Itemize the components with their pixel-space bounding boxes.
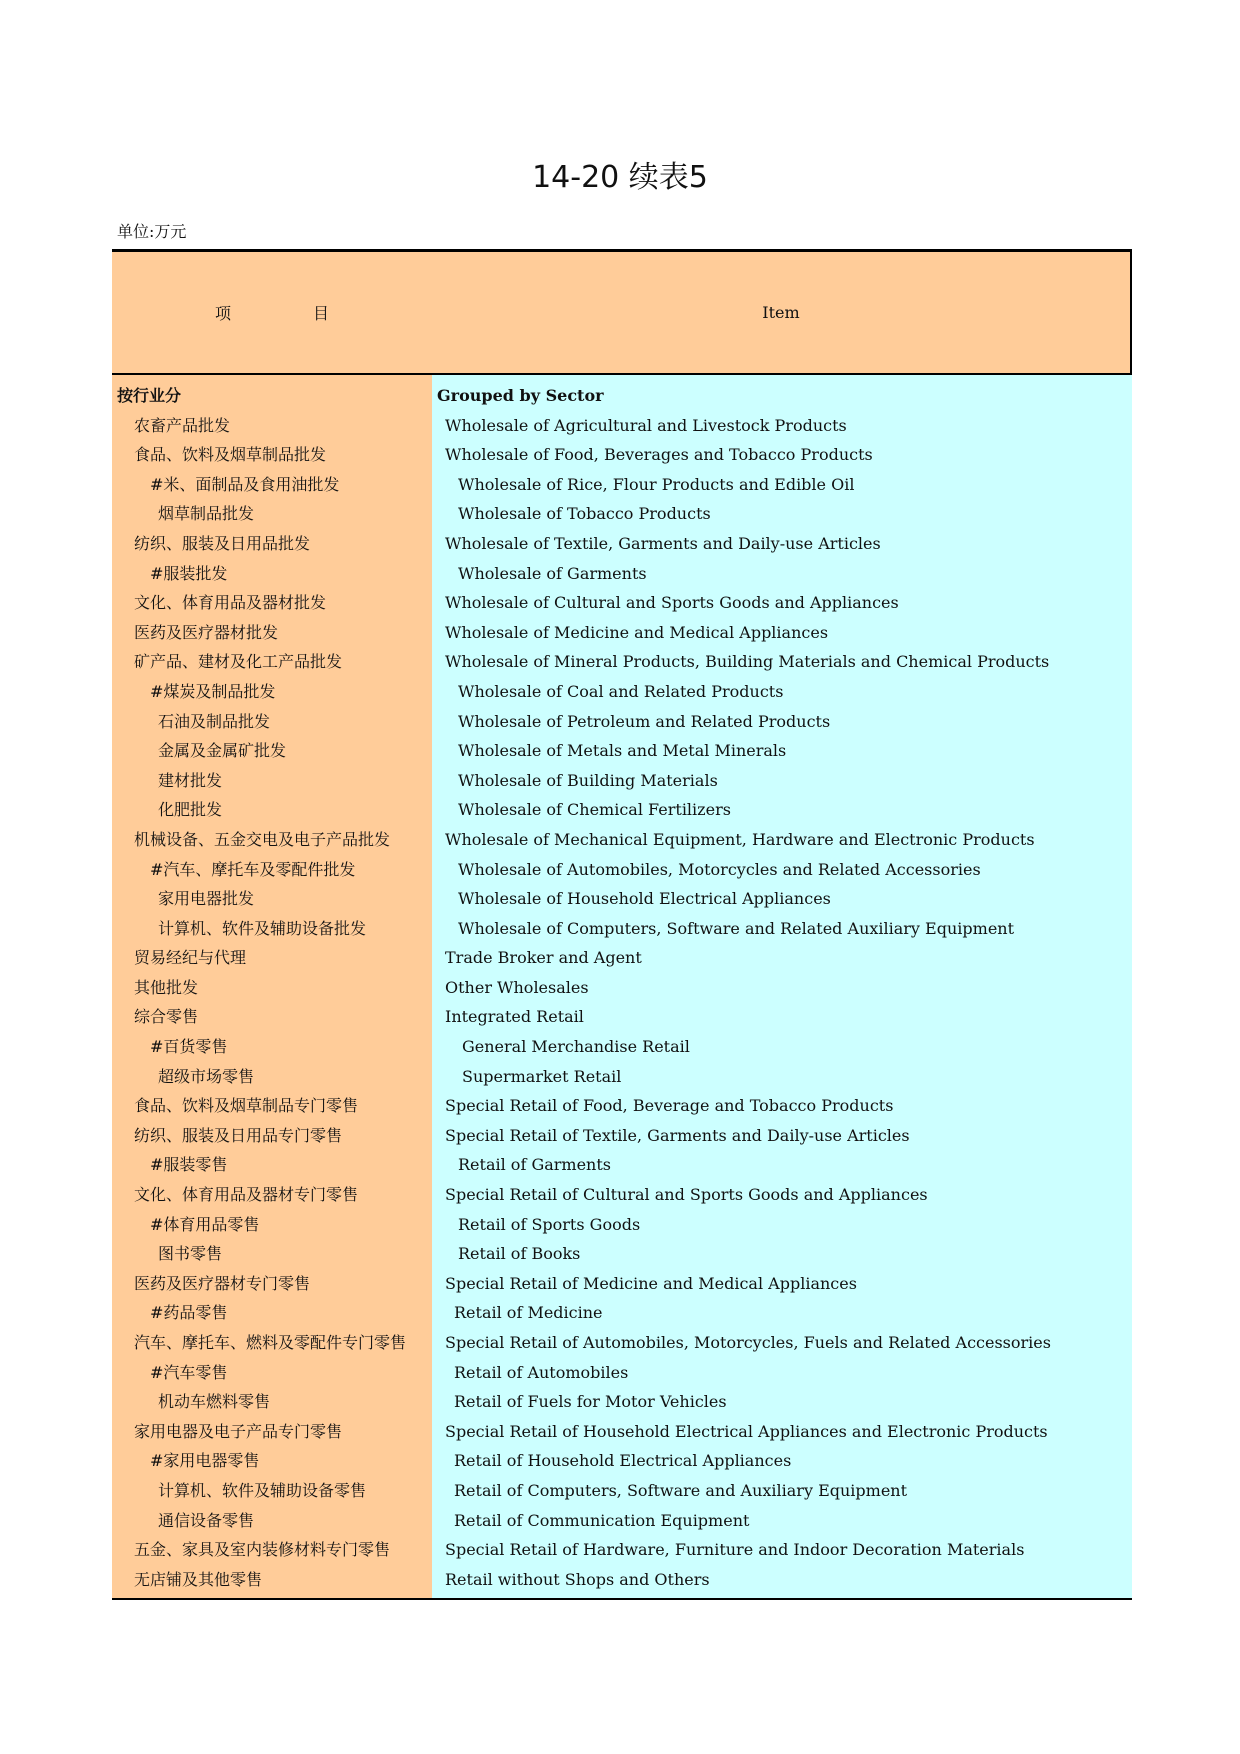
table-row-chinese: 其他批发 (134, 977, 199, 997)
table-row-english: Retail of Automobiles (454, 1362, 629, 1382)
table-row-chinese: 食品、饮料及烟草制品专门零售 (134, 1096, 359, 1116)
table-row-chinese: #米、面制品及食用油批发 (150, 474, 340, 494)
table-row-english: Wholesale of Chemical Fertilizers (458, 800, 731, 820)
table-row-english: Retail of Medicine (454, 1303, 603, 1323)
table-row-chinese: 通信设备零售 (158, 1510, 255, 1530)
header-item-chinese (112, 252, 432, 373)
table-row-chinese: 无店铺及其他零售 (134, 1569, 263, 1589)
table-row-chinese: #服装批发 (150, 563, 228, 583)
english-column (432, 381, 1132, 1594)
table-row-english: Wholesale of Coal and Related Products (458, 681, 784, 701)
table-row-english: Wholesale of Food, Beverages and Tobacco Products (445, 445, 873, 465)
table-row-chinese: 医药及医疗器材专门零售 (134, 1273, 311, 1293)
table-row-english: Wholesale of Metals and Metal Minerals (458, 741, 787, 761)
table-row-english: Special Retail of Textile, Garments and Daily-use Articles (445, 1125, 910, 1145)
table-row-english: Wholesale of Medicine and Medical Appliances (445, 622, 829, 642)
unit-label: 单位:万元 (117, 222, 187, 241)
table-row-chinese: 石油及制品批发 (158, 711, 271, 731)
table-row-english: Grouped by Sector (437, 386, 604, 405)
table-row-english: Integrated Retail (445, 1007, 584, 1027)
table-row-chinese: #煤炭及制品批发 (150, 681, 276, 701)
table-row-chinese: #汽车零售 (150, 1362, 228, 1382)
table-row-chinese: 矿产品、建材及化工产品批发 (134, 652, 343, 672)
table-row-english: Retail of Fuels for Motor Vehicles (454, 1392, 727, 1412)
table-row-chinese: 超级市场零售 (158, 1066, 255, 1086)
table-row-chinese: 计算机、软件及辅助设备零售 (158, 1480, 367, 1500)
table-row-chinese: 图书零售 (158, 1244, 223, 1264)
table-row-chinese: 纺织、服装及日用品专门零售 (134, 1125, 343, 1145)
table-row-chinese: #百货零售 (150, 1037, 228, 1057)
table-row-chinese: 五金、家具及室内装修材料专门零售 (134, 1540, 391, 1560)
table-row-chinese: 建材批发 (158, 770, 223, 790)
table-row-english: Retail without Shops and Others (445, 1569, 710, 1589)
table-row-chinese: 金属及金属矿批发 (158, 741, 287, 761)
table-row-english: Wholesale of Mineral Products, Building Materials and Chemical Products (445, 652, 1050, 672)
table-row-english: Retail of Communication Equipment (454, 1510, 750, 1530)
header-item-chinese-2: 目 (313, 304, 330, 323)
table-row-english: Special Retail of Food, Beverage and Tobacco Products (445, 1096, 894, 1116)
header-item-english: Item (762, 303, 800, 322)
table-row-chinese: #体育用品零售 (150, 1214, 260, 1234)
table-row-chinese: 按行业分 (117, 386, 182, 405)
table-row-english: Wholesale of Automobiles, Motorcycles and Related Accessories (458, 859, 981, 879)
table-body (112, 375, 1132, 1600)
table-row-chinese: 机动车燃料零售 (158, 1392, 271, 1412)
table-row-english: Retail of Books (458, 1244, 581, 1264)
page-title: 14-20 续表5 (532, 160, 708, 195)
table-row-chinese: 家用电器及电子产品专门零售 (134, 1421, 343, 1441)
table-row-english: Wholesale of Tobacco Products (458, 504, 711, 524)
table-row-english: Special Retail of Household Electrical Appliances and Electronic Products (445, 1421, 1048, 1441)
table-row-english: Wholesale of Agricultural and Livestock Products (445, 415, 847, 435)
table-row-english: Wholesale of Petroleum and Related Products (458, 711, 831, 731)
table-header (112, 249, 1132, 375)
table-row-english: Retail of Garments (458, 1155, 611, 1175)
table-row-english: Trade Broker and Agent (445, 948, 642, 968)
table-row-english: Wholesale of Household Electrical Appliances (458, 889, 831, 909)
table-row-english: Wholesale of Computers, Software and Related Auxiliary Equipment (458, 918, 1015, 938)
table-row-english: Wholesale of Rice, Flour Products and Edible Oil (458, 474, 855, 494)
table-row-chinese: #药品零售 (150, 1303, 228, 1323)
table-row-english: Supermarket Retail (462, 1066, 622, 1086)
table-row-chinese: 化肥批发 (158, 800, 223, 820)
table-row-english: Special Retail of Hardware, Furniture and Indoor Decoration Materials (445, 1540, 1025, 1560)
table-row-english: Special Retail of Cultural and Sports Goods and Appliances (445, 1185, 928, 1205)
table-row-english: Special Retail of Automobiles, Motorcycles, Fuels and Related Accessories (445, 1333, 1051, 1352)
table-row-chinese: #汽车、摩托车及零配件批发 (150, 859, 356, 879)
table-row-chinese: 农畜产品批发 (134, 415, 231, 435)
table-row-chinese: #家用电器零售 (150, 1451, 260, 1471)
chinese-column (112, 381, 432, 1594)
table-row-english: Retail of Computers, Software and Auxiliary Equipment (454, 1480, 908, 1500)
table-row-english: Wholesale of Cultural and Sports Goods and Appliances (445, 593, 899, 613)
table-row-chinese: 计算机、软件及辅助设备批发 (158, 918, 367, 938)
table-row-chinese: 家用电器批发 (158, 889, 255, 909)
table-row-english: Wholesale of Textile, Garments and Daily-use Articles (445, 533, 881, 553)
table-row-english: Retail of Household Electrical Appliances (454, 1451, 792, 1471)
header-item-chinese-1: 项 (214, 304, 231, 323)
sector-table (112, 249, 1132, 1600)
table-row-chinese: #服装零售 (150, 1155, 228, 1175)
table-row-english: Special Retail of Medicine and Medical Appliances (445, 1273, 857, 1293)
table-row-chinese: 烟草制品批发 (158, 504, 255, 524)
table-row-chinese: 纺织、服装及日用品批发 (134, 533, 311, 553)
table-row-english: Retail of Sports Goods (458, 1214, 641, 1234)
table-row-english: Wholesale of Building Materials (458, 770, 718, 790)
table-row-chinese: 医药及医疗器材批发 (134, 622, 279, 642)
table-row-chinese: 文化、体育用品及器材专门零售 (134, 1185, 359, 1205)
table-row-english: Wholesale of Garments (458, 563, 647, 583)
table-row-chinese: 综合零售 (134, 1007, 199, 1027)
table-row-chinese: 贸易经纪与代理 (134, 948, 247, 968)
table-row-chinese: 食品、饮料及烟草制品批发 (134, 445, 327, 465)
table-row-english: Wholesale of Mechanical Equipment, Hardware and Electronic Products (445, 829, 1035, 849)
table-row-chinese: 文化、体育用品及器材批发 (134, 593, 327, 613)
table-row-chinese: 汽车、摩托车、燃料及零配件专门零售 (134, 1333, 407, 1352)
table-row-english: General Merchandise Retail (462, 1037, 690, 1057)
table-row-english: Other Wholesales (445, 977, 589, 997)
table-row-chinese: 机械设备、五金交电及电子产品批发 (134, 829, 391, 849)
